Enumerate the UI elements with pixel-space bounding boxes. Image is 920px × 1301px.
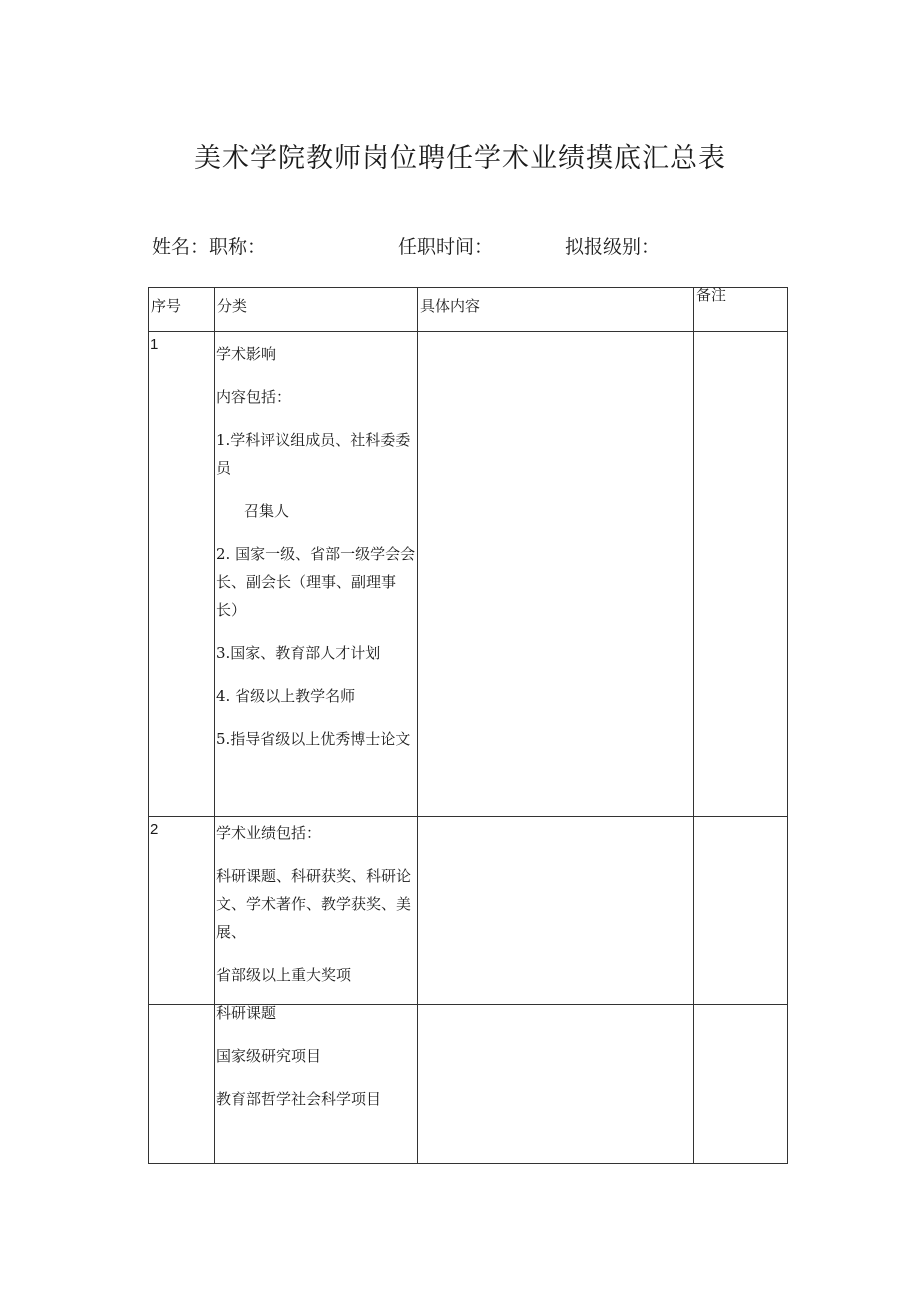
header-category-cell [215,288,418,332]
tenure-label: 任职时间： [398,236,494,258]
row-number-cell [149,1005,215,1164]
summary-table [148,287,788,1164]
category-line: 学术业绩包括： [216,824,322,842]
row-number-cell [149,332,215,817]
row-content-cell[interactable] [418,817,694,1005]
header-note: 备注 [696,286,727,304]
row-number: 2 [150,821,159,838]
header-note-cell [694,288,788,332]
category-list [215,817,417,989]
table-row [149,332,788,817]
row-content-cell[interactable] [418,332,694,817]
header-content-cell [418,288,694,332]
category-list [215,999,417,1113]
row-content-cell[interactable] [418,1005,694,1164]
row-category-cell [215,332,418,817]
row-note-cell[interactable] [694,332,788,817]
category-line: 1.学科评议组成员、社科委委员 [216,431,411,477]
category-line: 4. 省级以上教学名师 [216,687,356,705]
row-number: 1 [150,336,159,353]
category-line: 省部级以上重大奖项 [216,966,352,984]
category-line: 5.指导省级以上优秀博士论文 [216,730,411,748]
name-title-label: 姓名：职称： [152,236,267,258]
category-line: 教育部哲学社会科学项目 [216,1090,382,1108]
category-line: 科研课题 [216,1004,277,1022]
page-title: 美术学院教师岗位聘任学术业绩摸底汇总表 [194,143,726,175]
row-category-cell [215,817,418,1005]
row-number [149,1005,214,1009]
row-note-cell[interactable] [694,1005,788,1164]
row-note-cell[interactable] [694,817,788,1005]
row-category-cell [215,1005,418,1164]
category-list [215,332,417,753]
category-line: 内容包括： [216,388,292,406]
table-header-row [149,288,788,332]
category-line: 3.国家、教育部人才计划 [216,644,381,662]
header-category: 分类 [217,297,248,315]
category-line: 学术影响 [216,345,277,363]
category-line: 科研课题、科研获奖、科研论文、学术著作、教学获奖、美展、 [216,867,412,941]
category-line: 召集人 [244,502,290,520]
category-line: 2. 国家一级、省部一级学会会长、副会长（理事、副理事长） [216,545,416,619]
header-number-cell [149,288,215,332]
level-label: 拟报级别： [565,236,661,258]
row-number-cell [149,817,215,1005]
table-row [149,1005,788,1164]
header-content: 具体内容 [420,297,481,315]
category-line: 国家级研究项目 [216,1047,322,1065]
header-number: 序号 [151,297,182,315]
table-row [149,817,788,1005]
